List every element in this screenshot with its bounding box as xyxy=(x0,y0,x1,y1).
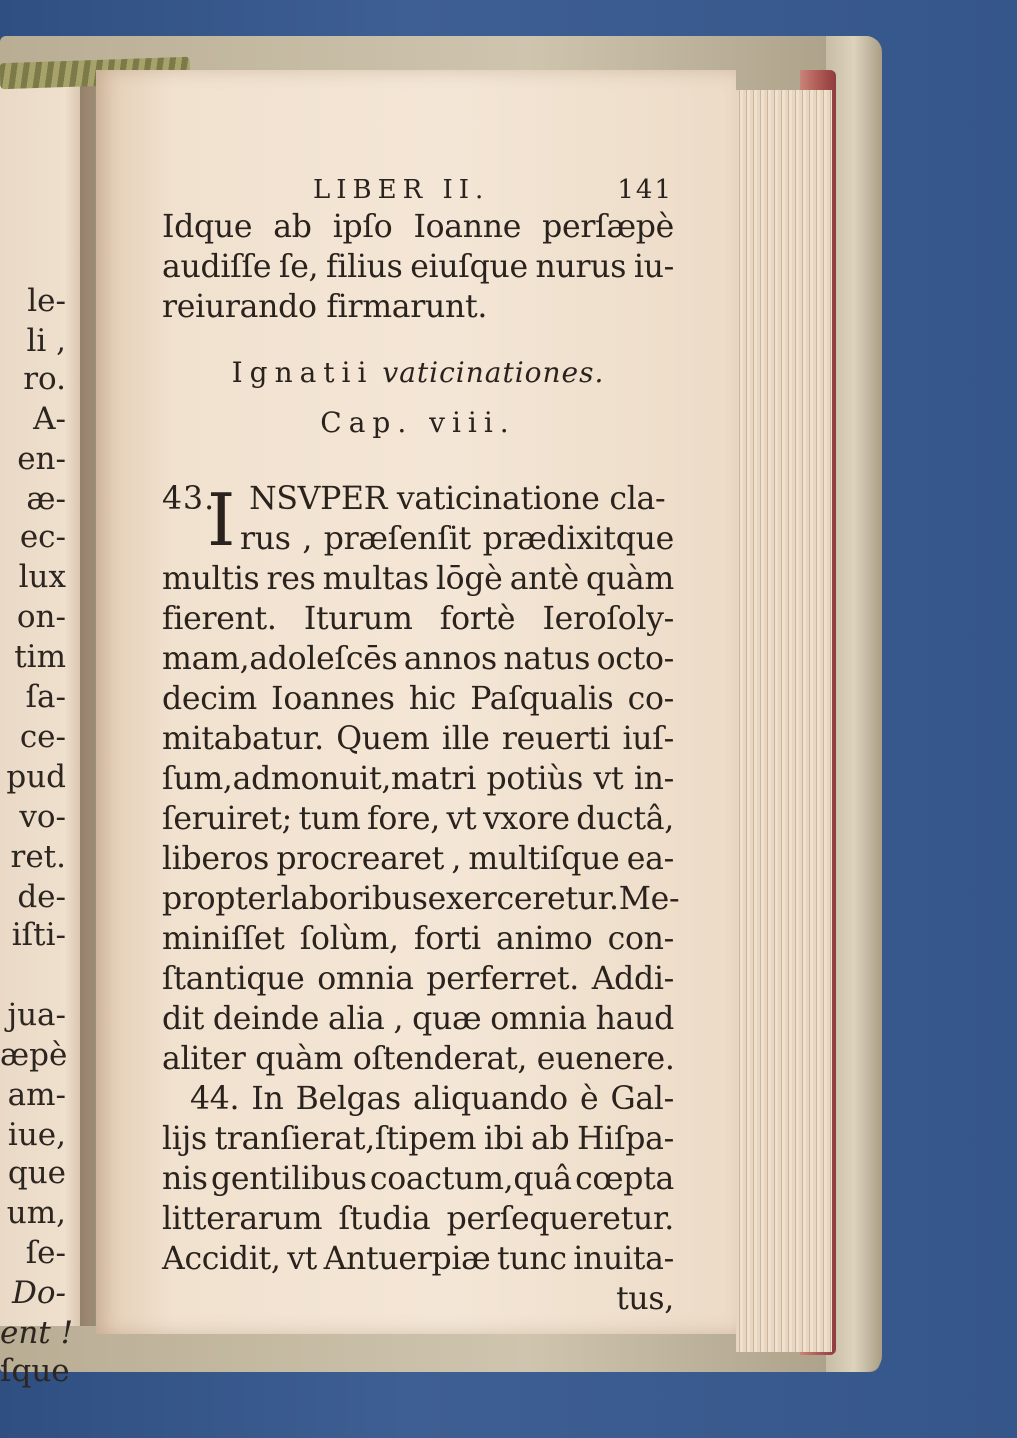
chapter-heading xyxy=(162,356,674,389)
left-fragment: pud xyxy=(6,759,66,795)
left-fragment: tim xyxy=(14,639,66,675)
text-line: mitabatur. Quem ille reuerti iuſ- xyxy=(162,721,674,757)
text-line: ſeruiret; tum fore, vt vxore ductâ, xyxy=(162,801,674,837)
paragraph-first-line xyxy=(162,478,674,520)
left-fragment: iue, xyxy=(7,1117,66,1153)
left-fragment: ce- xyxy=(19,719,66,755)
left-fragment: æpè xyxy=(0,1037,68,1073)
left-fragment: lux xyxy=(18,559,66,595)
text-line: ſum,admonuit,matri potiùs vt in- xyxy=(162,761,674,797)
left-fragment: ſque xyxy=(0,1353,70,1389)
left-fragment: vo- xyxy=(19,799,66,835)
page-number: 141 xyxy=(617,175,673,205)
left-fragment: ent ! xyxy=(0,1315,74,1351)
chapter-number: Cap. viii. xyxy=(320,406,516,439)
left-fragment: Do- xyxy=(12,1275,66,1311)
left-fragment: jua- xyxy=(7,997,66,1033)
left-fragment: ſa- xyxy=(25,679,66,715)
left-fragment: A- xyxy=(33,401,66,437)
left-fragment: æ- xyxy=(26,481,66,517)
paragraph-number: 43. xyxy=(162,481,216,517)
text-line: decim Ioannes hic Paſqualis co- xyxy=(162,681,674,717)
text-line: mam,adoleſcēs annos natus octo- xyxy=(162,641,674,677)
text-line: fierent. Iturum fortè Ieroſoly- xyxy=(162,601,674,637)
text-line: reiurando firmarunt. xyxy=(162,289,488,325)
text-line: litterarum ſtudia perſequeretur. xyxy=(162,1201,674,1237)
left-fragment: ro. xyxy=(23,361,66,397)
left-fragment: ec- xyxy=(19,519,66,555)
left-fragment: on- xyxy=(16,599,66,635)
left-fragment: iſti- xyxy=(11,917,66,953)
drop-capital: I xyxy=(207,478,236,562)
running-title: LIBER II. xyxy=(313,175,490,205)
text-line: Idque ab ipſo Ioanne perſæpè xyxy=(162,209,674,245)
text-line: Accidit, vt Antuerpiæ tunc inuita- xyxy=(162,1241,674,1277)
page-block-edges xyxy=(736,90,832,1352)
text-line: miniſſet ſolùm, forti animo con- xyxy=(162,921,674,957)
chapter-heading-name: Ignatii xyxy=(231,356,374,389)
left-page xyxy=(0,86,92,1389)
text-line: lijs tranſierat,ſtipem ibi ab Hiſpa- xyxy=(162,1121,674,1157)
text-line: ſtantique omnia perferret. Addi- xyxy=(162,961,674,997)
left-fragment: que xyxy=(7,1155,66,1191)
left-fragment: ſe- xyxy=(25,1235,66,1271)
chapter-heading-subtitle: vaticinationes. xyxy=(382,356,605,389)
left-fragment: le- xyxy=(27,283,66,319)
first-line-text: NSVPER vaticinatione cla- xyxy=(249,481,666,517)
left-fragment: um, xyxy=(6,1195,66,1231)
left-fragment: am- xyxy=(7,1077,66,1113)
text-line: aliter quàm oſtenderat, euenere. xyxy=(162,1041,675,1077)
text-line: dit deinde alia , quæ omnia haud xyxy=(162,1001,674,1037)
text-line: multis res multas lōgè antè quàm xyxy=(162,561,674,597)
left-fragment: en- xyxy=(17,441,66,477)
text-line: liberos procrearet , multiſque ea- xyxy=(162,841,674,877)
text-line: nis gentilibus coactum,quâ cœpta xyxy=(162,1161,674,1197)
text-line: rus , præſenſit prædixitque xyxy=(240,521,674,557)
paragraph-first-line: 44. In Belgas aliquando è Gal- xyxy=(190,1081,674,1117)
text-line: audiſſe ſe, filius eiuſque nurus iu- xyxy=(162,249,674,285)
text-line: propter laboribus exerceretur.Me- xyxy=(162,881,680,917)
running-header xyxy=(163,172,673,208)
catchword: tus, xyxy=(616,1281,674,1317)
left-fragment: li , xyxy=(26,323,66,359)
left-fragment: de- xyxy=(17,879,66,915)
left-fragment: ret. xyxy=(10,839,66,875)
